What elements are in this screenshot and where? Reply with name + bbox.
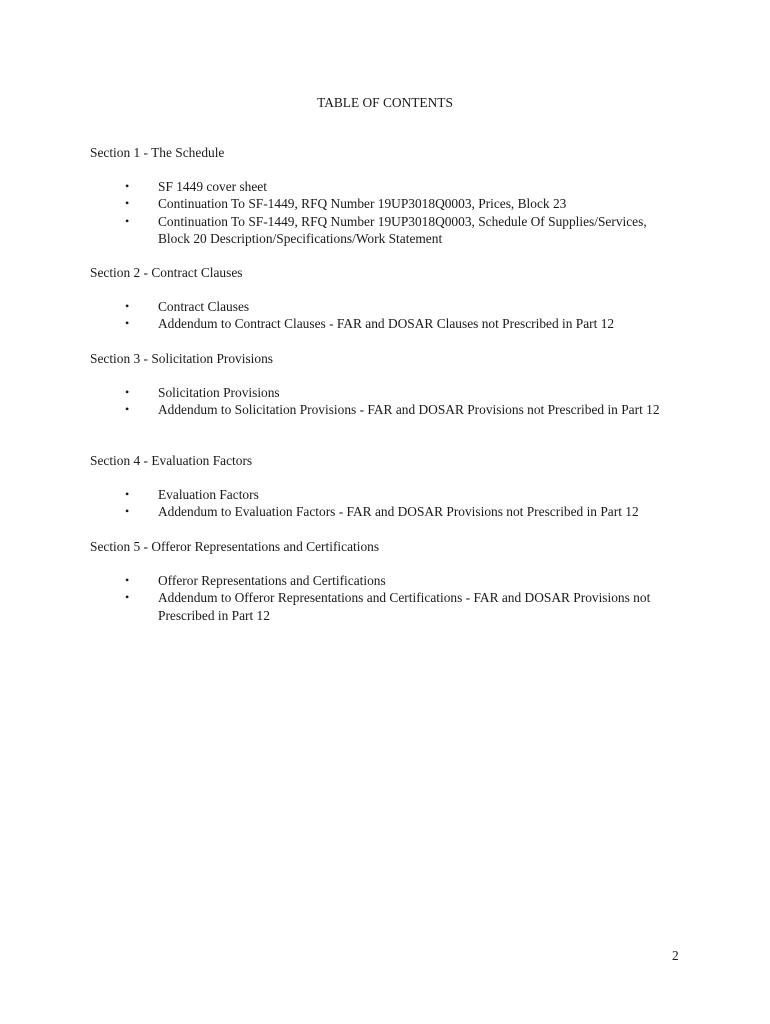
toc-section-2 [90,264,690,333]
list-item [90,213,678,248]
bullet-icon: • [125,385,130,399]
section-heading: Section 4 - Evaluation Factors [90,453,253,468]
toc-section-1 [90,144,690,248]
list-item-text: Addendum to Contract Clauses - FAR and DOSAR Clauses not Prescribed in Part 12 [158,316,615,332]
list-item-text: Continuation To SF-1449, RFQ Number 19UP3018Q0003, Prices, Block 23 [158,196,567,212]
section-heading: Section 1 - The Schedule [90,145,225,160]
bullet-icon: • [125,213,130,228]
bullet-icon: • [125,196,130,211]
list-item-text: Offeror Representations and Certifications [158,573,386,588]
section-heading: Section 5 - Offeror Representations and Certifications [90,539,380,554]
list-item [90,401,678,418]
bullet-icon: • [125,402,130,417]
toc-section-3 [90,350,690,419]
list-item [90,486,678,503]
page-title: TABLE OF CONTENTS [317,95,453,110]
list-item [90,195,678,212]
bullet-icon: • [125,504,130,519]
list-item [90,298,678,315]
bullet-icon: • [125,299,130,313]
page-number: 2 [672,948,679,963]
bullet-icon: • [125,573,130,587]
list-item-text: Addendum to Solicitation Provisions - FAR and DOSAR Provisions not Prescribed in Part 12 [158,402,660,418]
list-item [90,572,678,589]
list-item [90,503,678,520]
bullet-icon: • [125,590,130,605]
section-item-list [90,178,690,248]
toc-section-5 [90,538,690,624]
section-item-list [90,486,690,521]
list-item-text: Evaluation Factors [158,487,259,502]
list-item [90,178,678,195]
bullet-icon: • [125,179,130,193]
bullet-icon: • [125,316,130,331]
list-item [90,315,678,332]
list-item-text: Addendum to Evaluation Factors - FAR and DOSAR Provisions not Prescribed in Part 12 [158,504,639,520]
list-item-text: Addendum to Offeror Representations and Certifications - FAR and DOSAR Provisions not Prescribed in Part 12 [158,590,651,623]
list-item-text: SF 1449 cover sheet [158,179,267,194]
list-item [90,589,678,624]
list-item-text: Solicitation Provisions [158,385,280,400]
toc-section-4 [90,452,690,521]
list-item-text: Continuation To SF-1449, RFQ Number 19UP3018Q0003, Schedule Of Supplies/Services, Block 20 Description/Specifications/Work Statement [158,213,647,247]
section-item-list [90,384,690,419]
section-heading: Section 3 - Solicitation Provisions [90,351,274,366]
section-item-list [90,572,690,624]
list-item-text: Contract Clauses [158,299,250,314]
bullet-icon: • [125,487,130,501]
section-heading: Section 2 - Contract Clauses [90,265,243,280]
section-item-list [90,298,690,333]
list-item [90,384,678,401]
